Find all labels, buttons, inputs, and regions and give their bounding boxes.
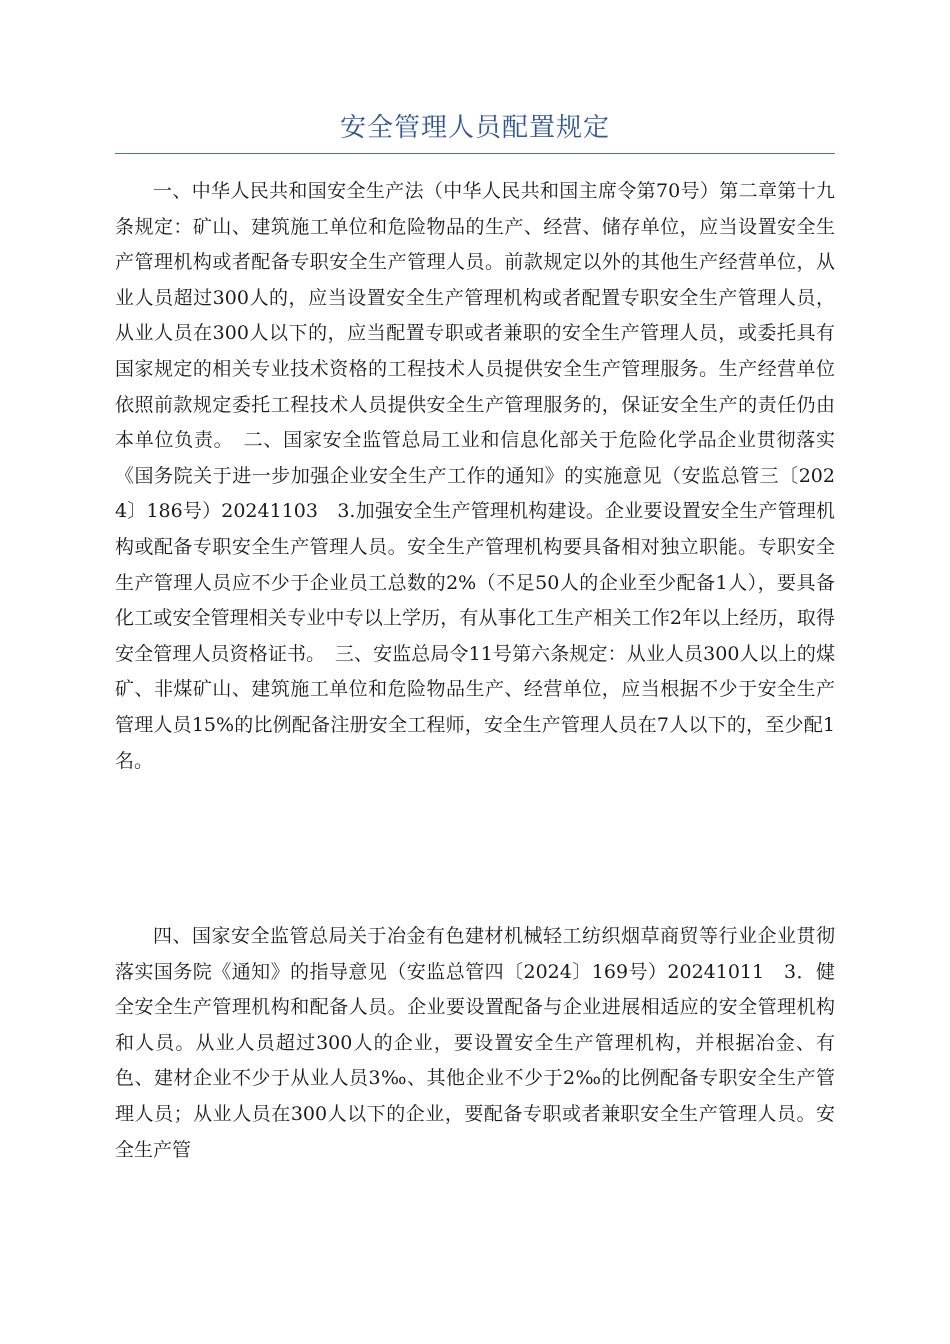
paragraph-2: 四、国家安全监管总局关于冶金有色建材机械轻工纺织烟草商贸等行业企业贯彻落实国务院《通知》的指导意见（安监总管四〔2024〕169号）20241011 3．健全安全生产管理机构和配备人员。企业要设置配备与企业进展相适应的安全管理机构和人员。从业人员超过300人的企业，要设置安全生产管理机构，并根据冶金、有色、建材企业不少于从业人员3‰、其他企业不少于2‰的比例配备专职安全生产管理人员；从业人员在300人以下的企业，要配备专职或者兼职安全生产管理人员。安全生产管 xyxy=(115,925,835,1161)
document-title: 安全管理人员配置规定 xyxy=(339,113,610,143)
paragraph-1: 一、中华人民共和国安全生产法（中华人民共和国主席令第70号）第二章第十九条规定：矿山、建筑施工单位和危险物品的生产、经营、储存单位，应当设置安全生产管理机构或者配备专职安全生产管理人员。前款规定以外的其他生产经营单位，从业人员超过300人的，应当设置安全生产管理机构或者配置专职安全生产管理人员，从业人员在300人以下的，应当配置专职或者兼职的安全生产管理人员，或委托具有国家规定的相关专业技术资格的工程技术人员提供安全生产管理服务。生产经营单位依照前款规定委托工程技术人员提供安全生产管理服务的，保证安全生产的责任仍由本单位负责。 二、国家安全监管总局工业和信息化部关于危险化学品企业贯彻落实《国务院关于进一步加强企业安全生产工作的通知》的实施意见（安监总管三〔2024〕186号）20241103 3.加强安全生产管理机构建设。企业要设置安全生产管理机构或配备专职安全生产管理人员。安全生产管理机构要具备相对独立职能。专职安全生产管理人员应不少于企业员工总数的2%（不足50人的企业至少配备1人），要具备化工或安全管理相关专业中专以上学历，有从事化工生产相关工作2年以上经历，取得安全管理人员资格证书。 三、安监总局令11号第六条规定：从业人员300人以上的煤矿、非煤矿山、建筑施工单位和危险物品生产、经营单位，应当根据不少于安全生产管理人员15%的比例配备注册安全工程师，安全生产管理人员在7人以下的，至少配1名。 xyxy=(115,180,835,772)
title-underline xyxy=(115,153,835,154)
